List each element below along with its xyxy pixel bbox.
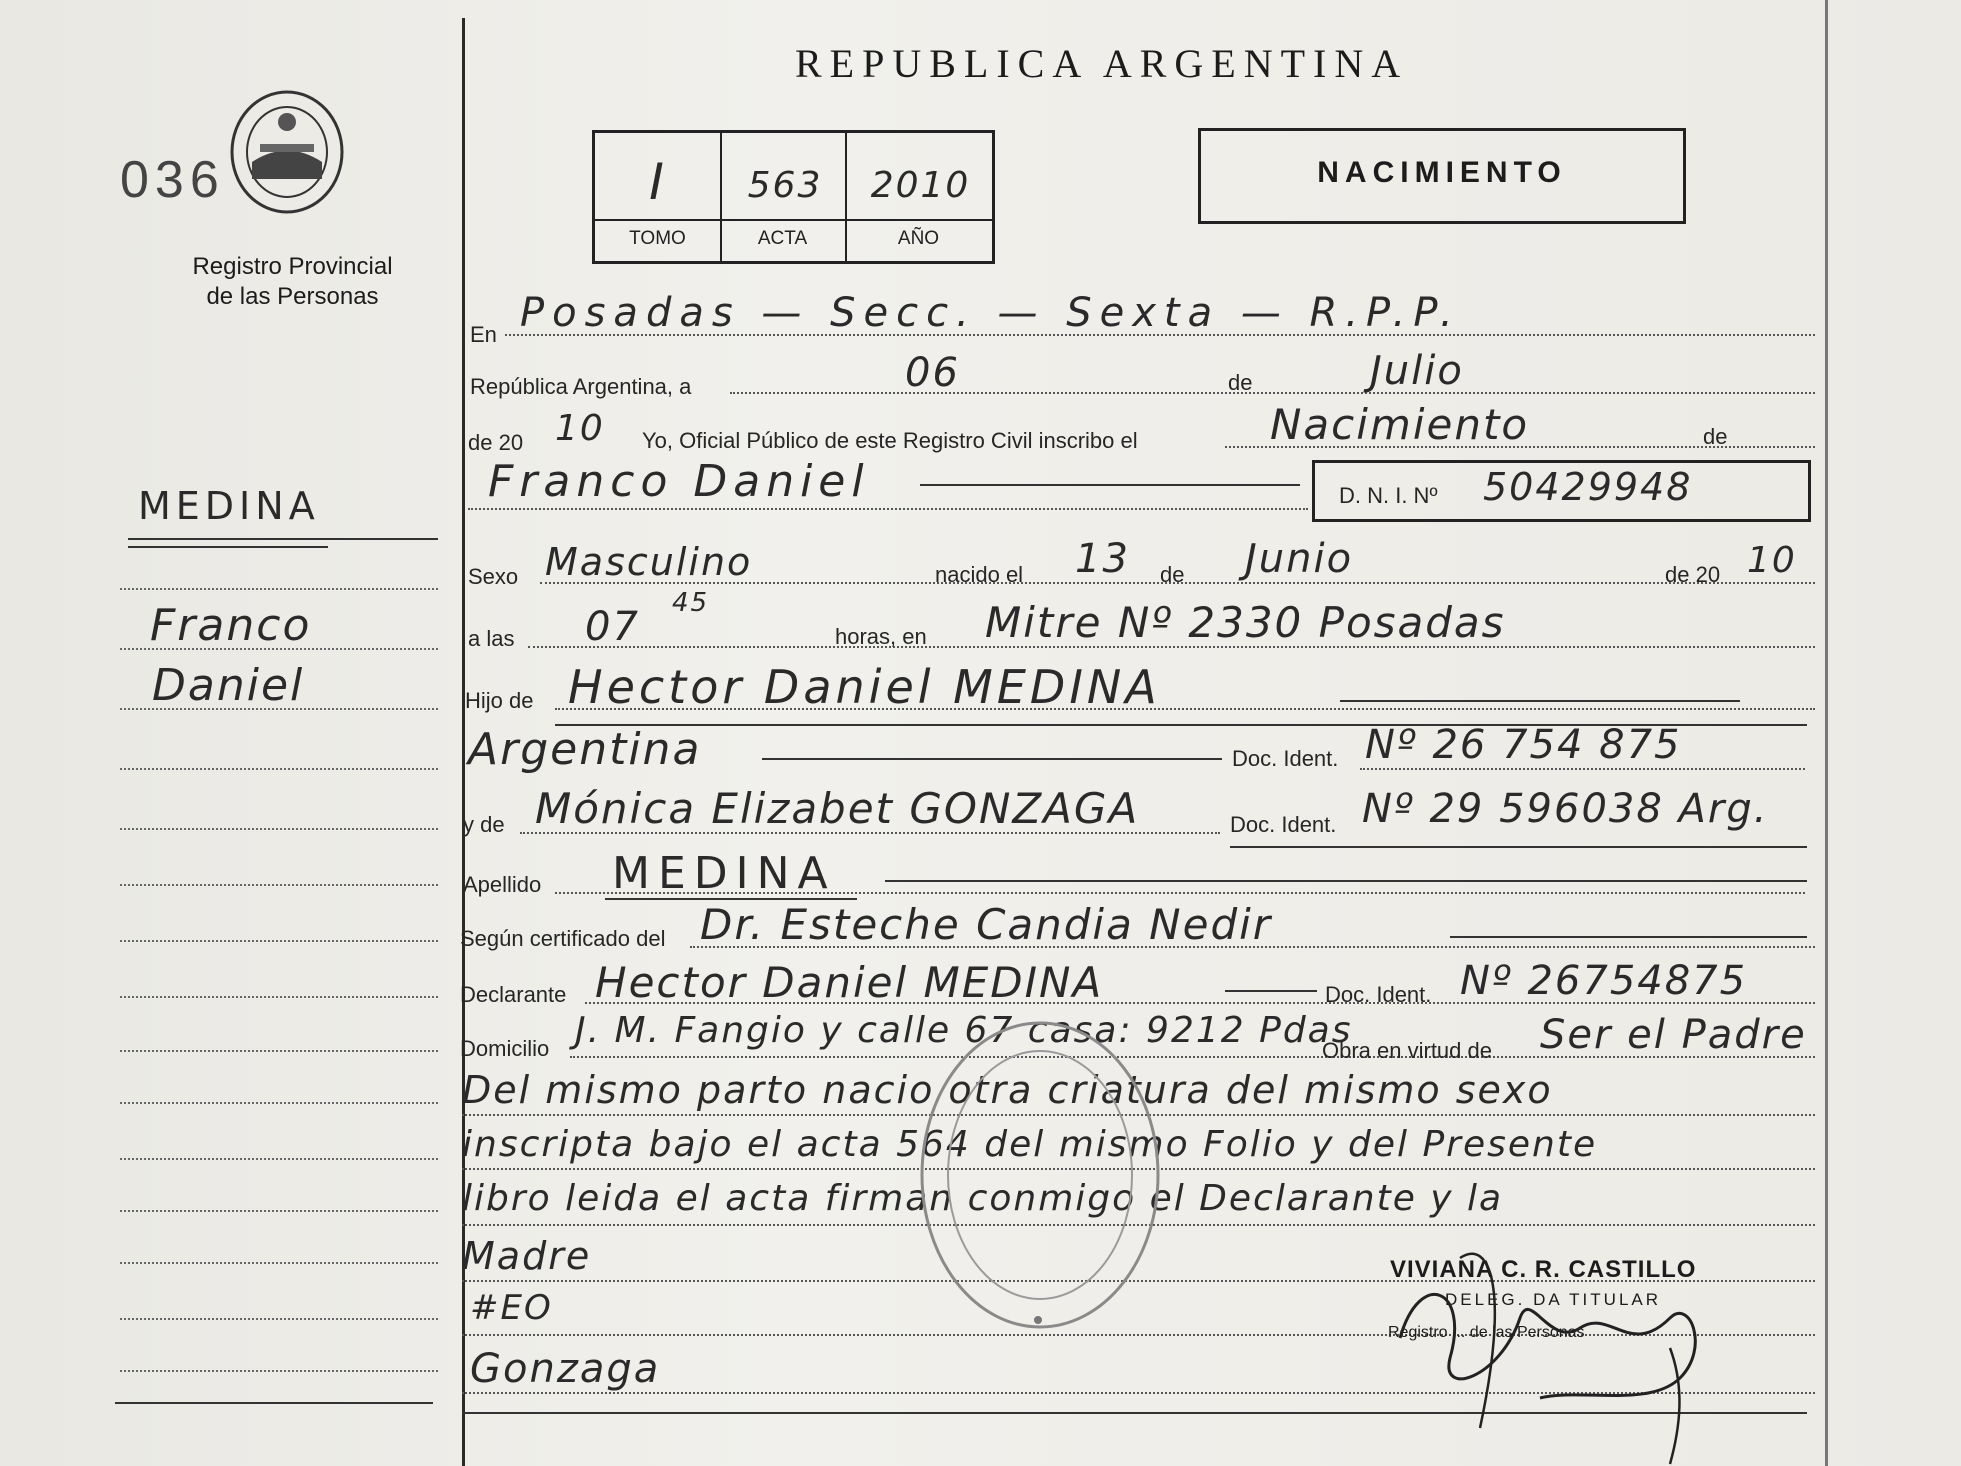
- field-mother: Mónica Elizabet GONZAGA: [535, 784, 1140, 833]
- fill-dash: [762, 758, 1222, 760]
- label-segun: Según certificado del: [460, 926, 666, 951]
- label-obra: Obra en virtud de: [1322, 1038, 1492, 1063]
- margin-rule: [128, 546, 328, 548]
- label-doc-ident: Doc. Ident.: [1232, 746, 1339, 771]
- field-name: Franco Daniel: [488, 456, 870, 507]
- label-alas: a las: [468, 626, 515, 651]
- fill-dash: [920, 484, 1300, 486]
- field-registered: Nacimiento: [1270, 400, 1530, 449]
- fill-dash: [1450, 936, 1807, 938]
- stamp-title: DELEG. DA TITULAR: [1445, 1290, 1662, 1309]
- field-surname: MEDINA: [612, 848, 836, 899]
- official-signature-icon: [1380, 1228, 1720, 1466]
- field-mother-doc: Nº 29 596038 Arg.: [1362, 786, 1769, 832]
- note-line-4: Madre: [462, 1234, 592, 1278]
- table-rule: [595, 219, 992, 221]
- row-line: [1360, 768, 1805, 770]
- field-birth-day: 13: [1075, 536, 1130, 582]
- tomo-label: TOMO: [629, 228, 686, 249]
- field-sex: Masculino: [545, 540, 753, 584]
- registry-line-1: Registro Provincial: [192, 253, 393, 280]
- serial-number: 036: [120, 151, 225, 209]
- margin-line: [120, 940, 438, 942]
- margin-given-1: Franco: [150, 600, 312, 651]
- label-de-2: de: [1703, 424, 1728, 449]
- margin-line: [120, 884, 438, 886]
- margin-line: [120, 768, 438, 770]
- field-dni: 50429948: [1483, 465, 1693, 509]
- registry-line-2: de las Personas: [206, 283, 379, 310]
- province-seal-icon: [222, 84, 352, 220]
- fill-dash: [885, 880, 1807, 882]
- margin-bottom-rule: [115, 1402, 433, 1404]
- field-father-doc: Nº 26 754 875: [1365, 722, 1682, 768]
- row-line: [468, 508, 1308, 510]
- row-line: [555, 892, 1805, 894]
- anio-value: 2010: [870, 165, 971, 206]
- right-edge: [1825, 0, 1828, 1466]
- label-declarante: Declarante: [460, 982, 567, 1007]
- field-minutes: 45: [672, 588, 710, 618]
- field-father: Hector Daniel MEDINA: [568, 660, 1161, 714]
- row-rule: [1230, 846, 1807, 848]
- tomo-value: I: [649, 153, 666, 211]
- label-dni: D. N. I. Nº: [1339, 483, 1438, 508]
- row-line: [555, 708, 1815, 710]
- field-place: Posadas — Secc. — Sexta — R.P.P.: [520, 290, 1461, 336]
- row-line: [690, 946, 1815, 948]
- margin-line: [120, 648, 438, 650]
- label-horas: horas, en: [835, 624, 927, 649]
- field-hour: 07: [585, 604, 640, 650]
- label-doc-ident-2: Doc. Ident.: [1230, 812, 1337, 837]
- field-declarant: Hector Daniel MEDINA: [595, 958, 1104, 1007]
- field-birth-place: Mitre Nº 2330 Posadas: [985, 598, 1506, 647]
- label-hijo: Hijo de: [465, 688, 534, 713]
- official-seal-icon: [910, 1010, 1170, 1340]
- label-sexo: Sexo: [468, 564, 519, 589]
- margin-line: [120, 1370, 438, 1372]
- registry-label: [165, 252, 420, 312]
- field-reason: Ser el Padre: [1540, 1012, 1807, 1058]
- document-type: NACIMIENTO: [1317, 156, 1567, 189]
- field-day: 06: [905, 350, 960, 396]
- anio-label: AÑO: [897, 228, 940, 249]
- label-de: de: [1228, 370, 1253, 395]
- note-line-1: Del mismo parto nacio otra criatura del mismo sexo: [462, 1068, 1553, 1112]
- field-year: 10: [555, 408, 605, 449]
- label-de-3: de: [1160, 562, 1185, 587]
- label-domicilio: Domicilio: [460, 1036, 550, 1061]
- field-birth-year: 10: [1747, 540, 1797, 581]
- margin-line: [120, 708, 438, 710]
- record-table: [592, 130, 995, 264]
- label-official: Yo, Oficial Público de este Registro Civil inscribo el: [642, 428, 1138, 453]
- margin-line: [120, 1158, 438, 1160]
- row-line: [520, 832, 1220, 834]
- label-de20-2: de 20: [1665, 562, 1721, 587]
- margin-line: [120, 1318, 438, 1320]
- document-type-box: [1198, 128, 1686, 224]
- mother-signature: Gonzaga: [470, 1346, 661, 1392]
- margin-line: [120, 1102, 438, 1104]
- label-yde: y de: [463, 812, 505, 837]
- margin-line: [120, 1050, 438, 1052]
- field-mark: #EO: [470, 1288, 553, 1328]
- margin-line: [120, 1262, 438, 1264]
- margin-surname: MEDINA: [138, 484, 320, 528]
- margin-line: [120, 1210, 438, 1212]
- label-apellido: Apellido: [463, 872, 542, 897]
- acta-label: ACTA: [757, 228, 808, 249]
- label-nacido: nacido el: [935, 562, 1024, 587]
- label-doc-ident-3: Doc. Ident.: [1325, 982, 1432, 1007]
- margin-rule: [128, 538, 438, 540]
- margin-line: [120, 996, 438, 998]
- note-line-3: libro leida el acta firman conmigo el Declarante y la: [462, 1178, 1504, 1219]
- row-line: [730, 392, 1815, 394]
- note-line-2: inscripta bajo el acta 564 del mismo Folio y del Presente: [462, 1124, 1598, 1165]
- field-father-nationality: Argentina: [468, 724, 702, 775]
- field-month: Julio: [1370, 348, 1464, 394]
- fill-dash: [1340, 700, 1740, 702]
- country-title: REPUBLICA ARGENTINA: [795, 41, 1409, 86]
- margin-given-2: Daniel: [152, 660, 305, 711]
- label-en: En: [470, 322, 497, 347]
- stamp-name: VIVIANA C. R. CASTILLO: [1390, 1256, 1697, 1283]
- label-republic: República Argentina, a: [470, 374, 692, 399]
- stamp-office: Registro ... de las Personas: [1388, 1324, 1585, 1341]
- margin-line: [120, 588, 438, 590]
- dni-box: [1312, 460, 1811, 522]
- label-de20: de 20: [468, 430, 524, 455]
- field-birth-month: Junio: [1245, 536, 1354, 582]
- acta-value: 563: [747, 165, 823, 206]
- margin-line: [120, 828, 438, 830]
- fill-dash: [1225, 990, 1317, 992]
- field-declarant-doc: Nº 26754875: [1460, 958, 1748, 1004]
- field-doctor: Dr. Esteche Candia Nedir: [700, 900, 1273, 949]
- field-address: J. M. Fangio y calle 67 casa: 9212 Pdas: [575, 1010, 1353, 1051]
